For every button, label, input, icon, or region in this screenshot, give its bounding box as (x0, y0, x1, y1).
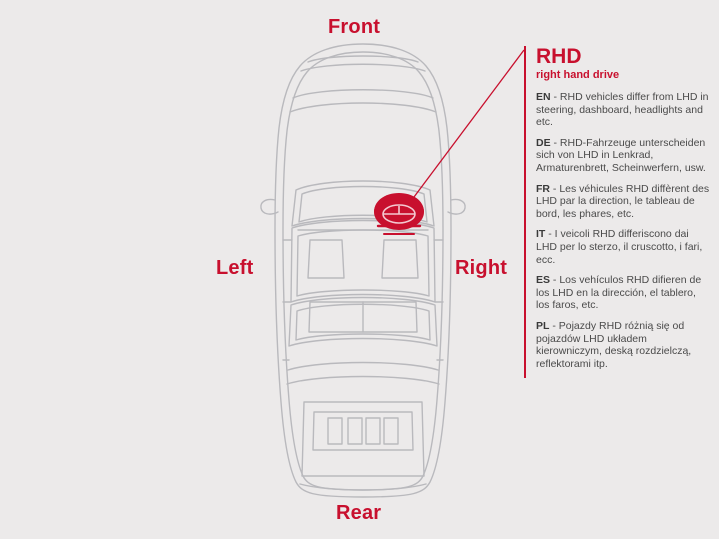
panel-subtitle: right hand drive (536, 69, 620, 81)
panel-description-list (536, 91, 712, 370)
language-tag: DE (536, 136, 551, 149)
steering-wheel-highlight (374, 193, 424, 234)
description-text: - I veicoli RHD differiscono dai LHD per lo sterzo, il cruscotto, i fari, ecc. (536, 228, 703, 266)
panel-description-pl (536, 320, 712, 370)
orientation-label-right: Right (455, 257, 508, 279)
panel-description-de (536, 137, 712, 175)
panel-description-it (536, 228, 712, 266)
language-tag: EN (536, 91, 551, 103)
panel-description-fr (536, 183, 712, 221)
language-tag: ES (536, 274, 551, 287)
panel-description-en (536, 91, 712, 129)
description-text: - RHD vehicles differ from LHD in steering, dashboard, headlights and etc. (536, 91, 709, 129)
orientation-label-left: Left (216, 257, 254, 279)
description-text: - Les véhicules RHD diffèrent des LHD par la direction, le tableau de bord, les phares, etc. (536, 182, 710, 220)
panel-title: RHD (536, 45, 582, 68)
description-text: - Pojazdy RHD różnią się od pojazdów LHD układem kierowniczym, deską rozdzielczą, reflektorami itp. (536, 319, 692, 370)
orientation-label-rear: Rear (336, 502, 382, 524)
info-panel (524, 46, 712, 378)
description-text: - Los vehículos RHD difieren de los LHD en la dirección, el tablero, los faros, etc. (536, 274, 702, 312)
orientation-label-front: Front (328, 16, 381, 38)
language-tag: IT (536, 228, 546, 241)
panel-description-es (536, 274, 712, 312)
language-tag: PL (536, 319, 550, 332)
language-tag: FR (536, 182, 550, 195)
car-top-view-illustration (238, 40, 488, 500)
description-text: - RHD-Fahrzeuge unterscheiden sich von LHD in Lenkrad, Armaturenbrett, Scheinwerfern, usw. (536, 136, 706, 174)
